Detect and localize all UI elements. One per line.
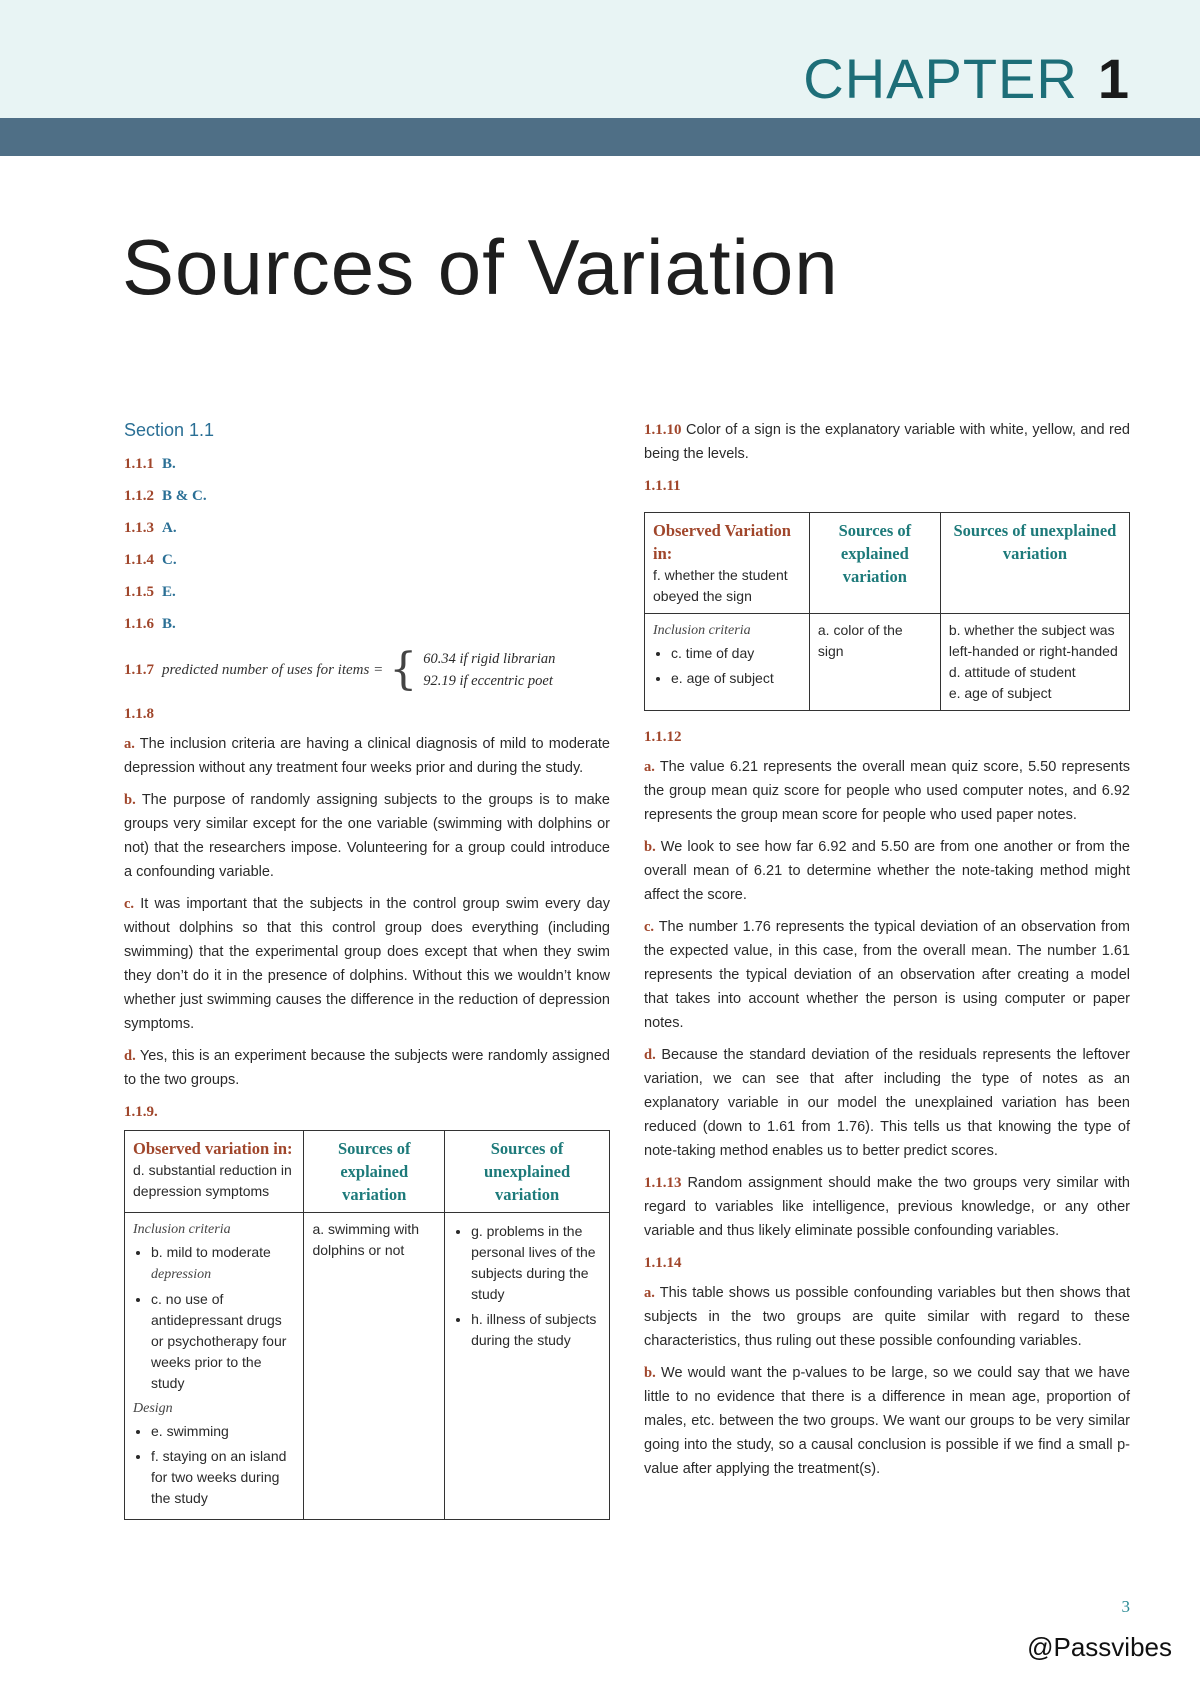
formula-case: 60.34 if rigid librarian — [423, 651, 556, 667]
answer-paragraph: d. Yes, this is an experiment because the subjects were randomly assigned to the two groups. — [124, 1048, 610, 1088]
question-number: 1.1.11 — [644, 478, 681, 494]
answer-paragraph: 1.1.10 Color of a sign is the explanatory variable with white, yellow, and red being the levels. — [644, 422, 1130, 462]
answer-paragraph: a. The inclusion criteria are having a clinical diagnosis of mild to moderate depression without any treatment four weeks prior and during the study. — [124, 736, 610, 776]
question-number: 1.1.7 — [124, 662, 154, 678]
answer-paragraph: b. The purpose of randomly assigning subjects to the groups is to make groups very similar except for the one variable (swimming with dolphins or not) that the researchers impose. Volunteering for a group could introduce a confounding variable. — [124, 792, 610, 880]
answer-row: 1.1.2 B & C. — [124, 488, 207, 504]
list-item: • c. time of day — [671, 643, 801, 664]
header-bar — [0, 118, 1200, 156]
answer-row: 1.1.5 E. — [124, 584, 176, 600]
table-subheading: Inclusion criteria — [653, 623, 751, 638]
brace-glyph: { — [389, 644, 418, 695]
table-row — [125, 1213, 610, 1520]
question-number: 1.1.14 — [644, 1255, 682, 1271]
list-item: • f. staying on an island for two weeks during the study — [151, 1446, 295, 1509]
list-item: • c. no use of antidepressant drugs or psychotherapy four weeks prior to the study — [151, 1289, 295, 1394]
chapter-word: CHAPTER — [803, 47, 1078, 110]
formula-case: 92.19 if eccentric poet — [423, 673, 553, 689]
watermark: @Passvibes — [1027, 1632, 1172, 1662]
table-header: Sources of explained variation — [337, 1139, 411, 1204]
chapter-number: 1 — [1097, 47, 1130, 110]
table-header: Sources of explained variation — [838, 521, 912, 586]
left-column — [124, 418, 610, 1520]
table-cell: d. attitude of student — [948, 664, 1076, 680]
table-header: Observed variation in: — [133, 1139, 293, 1158]
table-cell: f. whether the student obeyed the sign — [653, 567, 788, 604]
answer-paragraph: 1.1.13 Random assignment should make the two groups very similar with regard to variables like intelligence, previous knowledge, or any other variable and thus likely eliminate possible confounding variables. — [644, 1175, 1131, 1239]
page-number: 3 — [1121, 1597, 1130, 1616]
table-cell: a. swimming with dolphins or not — [304, 1213, 445, 1520]
answer-paragraph: c. It was important that the subjects in the control group swim every day without dolphins so that this control group does everything (including swimming) that the experimental group does except that when they swim they don’t do it in the presence of dolphins. Without this we wouldn’t know whether just swimming causes the difference in the reduction of depression symptoms. — [124, 896, 610, 1032]
answer-row: 1.1.4 C. — [124, 552, 177, 568]
table-cell: a. color of the sign — [809, 614, 940, 711]
page-title: Sources of Variation — [122, 223, 839, 311]
table-subheading: Inclusion criteria — [133, 1222, 231, 1237]
table-header-row — [125, 1131, 610, 1213]
answer-paragraph: b. We look to see how far 6.92 and 5.50 are from one another or from the overall mean of 6.21 to determine whether the note-taking method might affect the score. — [644, 839, 1130, 903]
formula-lhs: predicted number of uses for items = — [162, 662, 384, 678]
list-item: • e. swimming — [151, 1421, 295, 1442]
variation-table-1-1-11 — [644, 512, 1130, 711]
table-header: Sources of unexplained variation — [483, 1139, 571, 1204]
question-number: 1.1.8 — [124, 706, 154, 722]
answer-row: 1.1.3 A. — [124, 520, 177, 536]
list-item: • h. illness of subjects during the study — [471, 1309, 601, 1351]
table-subheading: Design — [133, 1401, 173, 1416]
answer-row: 1.1.6 B. — [124, 616, 176, 632]
answer-row: 1.1.1 B. — [124, 456, 176, 472]
table-header-row — [645, 513, 1130, 614]
table-cell: d. substantial reduction in depression symptoms — [133, 1162, 292, 1199]
table-header: Sources of unexplained variation — [953, 521, 1117, 563]
right-column — [644, 418, 1130, 1489]
section-heading: Section 1.1 — [124, 420, 215, 440]
list-item: • b. mild to moderate depression — [151, 1242, 295, 1285]
variation-table-1-1-9 — [124, 1130, 610, 1520]
answer-paragraph: c. The number 1.76 represents the typical deviation of an observation from the expected value, in this case, from the overall mean. The number 1.61 represents the typical deviation of an observation after creating a model that takes into account whether the person is using computer or paper notes. — [644, 919, 1130, 1031]
answer-paragraph: a. The value 6.21 represents the overall mean quiz score, 5.50 represents the group mean quiz score for people who used computer notes, and 6.92 represents the group mean score for people who used paper notes. — [644, 759, 1130, 823]
answer-paragraph: d. Because the standard deviation of the residuals represents the leftover variation, we can see that after including the type of notes as an explanatory variable in our model the unexplained variation has been reduced (down to 1.61 from 1.76). This tells us that knowing the type of note-taking method enables us to better predict scores. — [644, 1047, 1131, 1159]
table-cell: b. whether the subject was left-handed or right-handed — [948, 622, 1118, 659]
question-number: 1.1.9. — [124, 1104, 158, 1120]
chapter-heading — [803, 46, 1130, 111]
table-row — [645, 614, 1130, 711]
answer-paragraph: a. This table shows us possible confounding variables but then shows that subjects in the two groups are quite similar with regard to these characteristics, thus ruling out these possible confounding variables. — [644, 1285, 1130, 1349]
table-cell: e. age of subject — [948, 685, 1052, 701]
list-item: • g. problems in the personal lives of the subjects during the study — [471, 1221, 601, 1305]
question-number: 1.1.12 — [644, 729, 682, 745]
list-item: • e. age of subject — [671, 668, 801, 689]
formula-1-1-7 — [124, 644, 610, 696]
table-header: Observed Variation in: — [653, 521, 791, 563]
answer-paragraph: b. We would want the p-values to be large, so we could say that we have little to no evidence that there is a difference in mean age, proportion of males, etc. between the two groups. We want our groups to be very similar going into the study, so a causal conclusion is possible if we find a small p-value after applying the treatment(s). — [644, 1365, 1130, 1477]
